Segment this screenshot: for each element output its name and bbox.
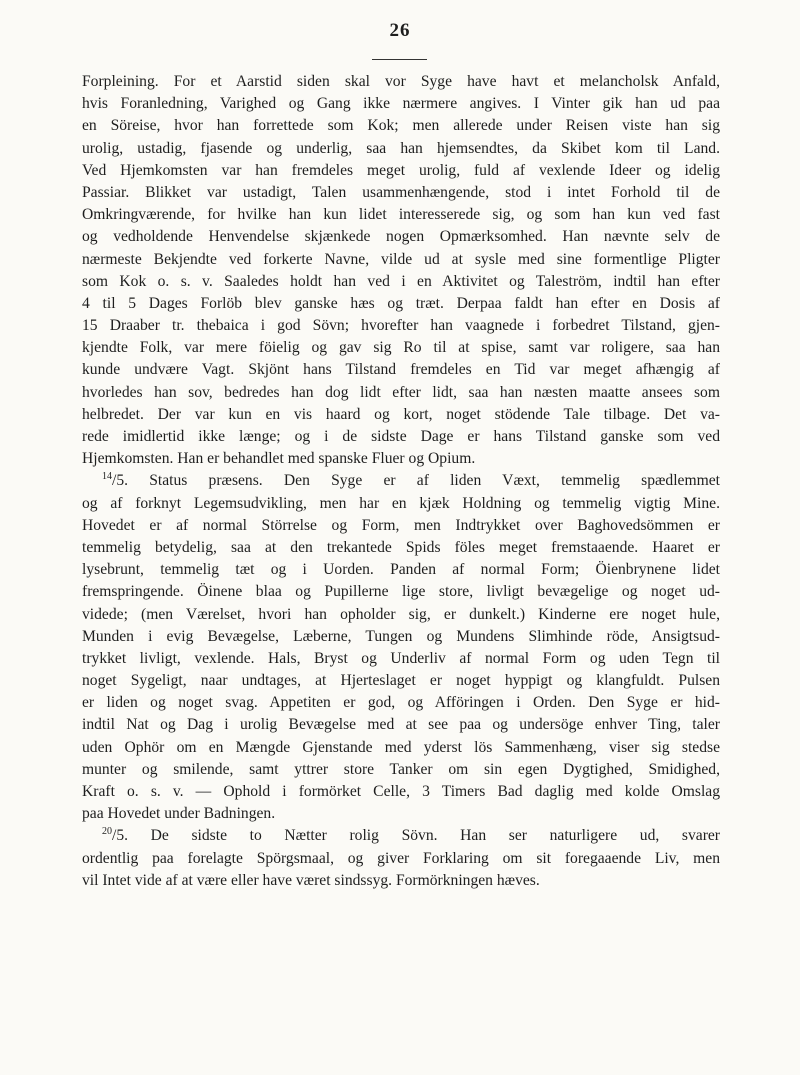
text-line (82, 448, 720, 470)
text-line (82, 249, 720, 271)
line-text: videde; (men Værelset, hvori han opholder sig, er dunkelt.) Kinderne ere noget hule, (82, 605, 720, 623)
line-text: er liden og noget svag. Appetiten er god, og Afföringen i Orden. Den Syge er hid- (82, 694, 720, 712)
line-text: De sidste to Nætter rolig Sövn. Han ser naturligere ud, svarer (128, 827, 720, 845)
line-text: Status præsens. Den Syge er af liden Væxt, temmelig spædlemmet (128, 472, 720, 490)
text-line (82, 604, 720, 626)
line-text: og vedholdende Henvendelse skjænkede nogen Opmærksomhed. Han nævnte selv de (82, 228, 720, 246)
text-line (82, 759, 720, 781)
line-text: kunde undvære Vagt. Skjönt hans Tilstand fremdeles en Tid var meget afhængig af (82, 361, 720, 379)
text-line (82, 648, 720, 670)
text-line (82, 404, 720, 426)
text-line (82, 293, 720, 315)
line-text: Hovedet er af normal Störrelse og Form, men Indtrykket over Baghovedsömmen er (82, 516, 720, 534)
line-text: munter og smilende, samt yttrer store Tanker om sin egen Dygtighed, Smidighed, (82, 760, 720, 778)
text-line (82, 71, 720, 93)
line-text: 4 til 5 Dages Forlöb blev ganske hæs og træt. Derpaa faldt han efter en Dosis af (82, 294, 720, 312)
line-text: vil Intet vide af at være eller have været sindssyg. Formörkningen hæves. (82, 871, 540, 889)
line-text: nærmeste Bekjendte ved forkerte Navne, vilde ud at sysle med sine formentlige Pligter (82, 250, 720, 268)
line-text: Passiar. Blikket var ustadigt, Talen usammenhængende, stod i intet Forhold til de (82, 183, 720, 201)
line-text: urolig, ustadig, fjasende og underlig, saa han hjemsendtes, da Skibet kom til Land. (82, 139, 720, 157)
line-text: uden Ophör om en Mængde Gjenstande med yderst lös Sammenhæng, viser sig stedse (82, 738, 720, 756)
line-text: 15 Draaber tr. thebaica i god Sövn; hvorefter han vaagnede i forbedret Tilstand, gjen- (82, 317, 720, 335)
text-line (82, 581, 720, 603)
text-line (82, 315, 720, 337)
body-text (82, 71, 720, 892)
date-day: 14 (102, 471, 112, 483)
text-line (82, 93, 720, 115)
text-line (82, 714, 720, 736)
date-day: 20 (102, 826, 112, 838)
line-text: og af forknyt Legemsudvikling, men har en kjæk Holdning og temmelig vigtig Mine. (82, 494, 720, 512)
line-text: Omkringværende, for hvilke han kun lidet interesserede sig, og som han kun ved fast (82, 206, 720, 224)
line-text: hvis Foranledning, Varighed og Gang ikke nærmere angives. I Vinter gik han ud paa (82, 95, 720, 113)
text-line (82, 382, 720, 404)
line-text: lysebrunt, temmelig tæt og i Uorden. Panden af normal Form; Öienbrynene lidet (82, 561, 720, 579)
text-line (82, 737, 720, 759)
line-text: hvorledes han sov, bedredes han dog lidt efter lidt, saa han næsten maatte ansees som (82, 383, 720, 401)
line-text: temmelig betydelig, saa at den trekantede Spids föles meget fremstaaende. Haaret er (82, 538, 720, 556)
text-line (82, 115, 720, 137)
line-text: Kraft o. s. v. — Ophold i formörket Celle, 3 Timers Bad daglig med kolde Omslag (82, 783, 720, 800)
text-line (82, 182, 720, 204)
line-text: Forpleining. For et Aarstid siden skal vor Syge have havt et melancholsk Anfald, (82, 73, 720, 90)
date-month: /5. (112, 827, 129, 845)
date-month: /5. (112, 472, 129, 490)
header-rule (372, 59, 427, 60)
text-line (82, 692, 720, 714)
text-line (82, 626, 720, 648)
line-text: rede imidlertid ikke længe; og i de sidste Dage er hans Tilstand ganske som ved (82, 428, 720, 445)
text-line (82, 426, 720, 448)
text-line (82, 670, 720, 692)
text-line (82, 204, 720, 226)
line-text: helbredet. Der var kun en vis haard og kort, noget stödende Tale tilbage. Det va- (82, 405, 720, 423)
text-line (82, 271, 720, 293)
text-line (82, 160, 720, 182)
line-text: ordentlig paa forelagte Spörgsmaal, og giver Forklaring om sit foregaaende Liv, men (82, 849, 720, 867)
text-line (82, 337, 720, 359)
text-line (82, 515, 720, 537)
line-text: Ved Hjemkomsten var han fremdeles meget urolig, fuld af vexlende Ideer og idelig (82, 161, 720, 179)
text-line (82, 470, 720, 492)
line-text: fremspringende. Öinene blaa og Pupillerne lige store, livligt bevægelige og noget ud- (82, 583, 720, 601)
text-line (82, 848, 720, 870)
text-line (82, 359, 720, 381)
line-text: Hjemkomsten. Han er behandlet med spanske Fluer og Opium. (82, 450, 476, 468)
line-text: indtil Nat og Dag i urolig Bevægelse med at see paa og undersöge enhver Ting, taler (82, 716, 720, 734)
text-line (82, 870, 720, 892)
text-line (82, 825, 720, 847)
text-line (82, 803, 720, 825)
line-text: noget Sygeligt, naar undtages, at Hjerteslaget er noget hyppigt og klangfuldt. Pulsen (82, 672, 720, 690)
text-line (82, 226, 720, 248)
line-text: trykket livligt, vexlende. Hals, Bryst og Underliv af normal Form og uden Tegn til (82, 649, 720, 667)
text-line (82, 537, 720, 559)
text-line (82, 138, 720, 160)
line-text: Munden i evig Bevægelse, Læberne, Tungen og Mundens Slimhinde röde, Ansigtsud- (82, 627, 720, 645)
text-line (82, 781, 720, 803)
text-line (82, 493, 720, 515)
line-text: kjendte Folk, var mere föielig og gav sig Ro til at spise, samt var roligere, saa han (82, 339, 720, 357)
line-text: en Söreise, hvor han forrettede som Kok; men allerede under Reisen viste han sig (82, 117, 720, 135)
line-text: paa Hovedet under Badningen. (82, 805, 276, 823)
page-number: 26 (389, 20, 411, 41)
text-line (82, 559, 720, 581)
line-text: som Kok o. s. v. Saaledes holdt han ved i en Aktivitet og Taleström, indtil han efter (82, 272, 720, 290)
